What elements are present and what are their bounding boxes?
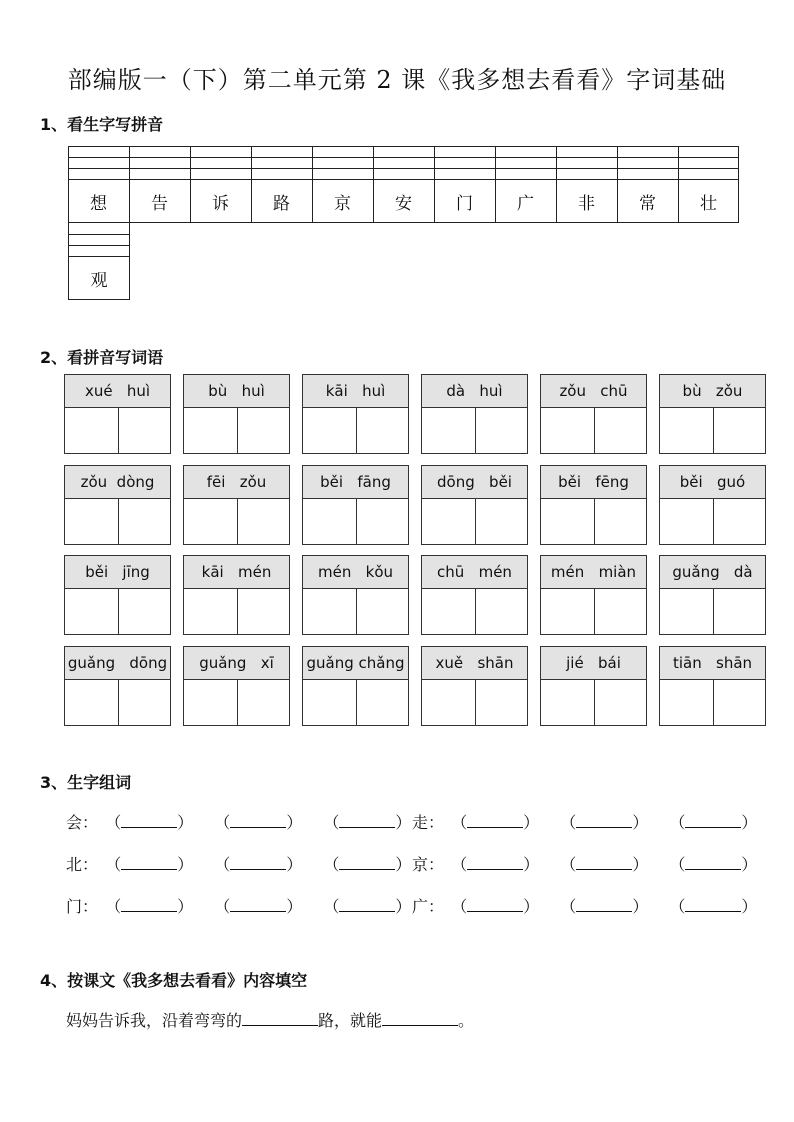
word-blank[interactable]: （ ） [105, 897, 194, 916]
pinyin-label: dà huì [422, 375, 527, 408]
pinyin-label: guǎng dōng [65, 647, 170, 680]
word-building-row [412, 894, 778, 917]
pinyin-label: mén miàn [541, 556, 646, 589]
char-cell: 观 [90, 271, 108, 291]
word-blank[interactable]: （ ） [560, 855, 649, 874]
pinyin-cell[interactable] [617, 146, 678, 223]
pinyin-word-box[interactable] [659, 555, 766, 635]
char-cell: 告 [151, 194, 168, 214]
pinyin-word-box[interactable] [302, 555, 409, 635]
word-blank[interactable]: （ ） [214, 813, 303, 832]
sentence-part: 妈妈告诉我，沿着弯弯的 [66, 1011, 243, 1030]
target-char: 广： [412, 897, 445, 916]
pinyin-word-box[interactable] [64, 555, 171, 635]
pinyin-label: guǎng dà [660, 556, 765, 589]
pinyin-label: bù zǒu [660, 375, 765, 408]
char-cell: 路 [273, 194, 290, 214]
word-blank[interactable]: （ ） [323, 813, 412, 832]
char-cell: 京 [334, 194, 351, 214]
word-blank[interactable]: （ ） [451, 855, 540, 874]
word-blank[interactable]: （ ） [451, 897, 540, 916]
pinyin-word-box[interactable] [183, 374, 290, 454]
pinyin-word-box[interactable] [183, 555, 290, 635]
word-blank[interactable]: （ ） [560, 897, 649, 916]
word-blank[interactable]: （ ） [451, 813, 540, 832]
pinyin-label: zǒu dòng [65, 466, 170, 499]
pinyin-cell[interactable] [556, 146, 617, 223]
char-cell: 常 [639, 194, 656, 214]
word-blank[interactable]: （ ） [560, 813, 649, 832]
pinyin-word-box[interactable] [183, 465, 290, 545]
word-building-row [412, 810, 778, 833]
pinyin-label: jié bái [541, 647, 646, 680]
pinyin-label: fēi zǒu [184, 466, 289, 499]
pinyin-word-box[interactable] [421, 374, 528, 454]
pinyin-label: běi fāng [303, 466, 408, 499]
pinyin-word-box[interactable] [659, 374, 766, 454]
pinyin-label: mén kǒu [303, 556, 408, 589]
pinyin-label: guǎng xī [184, 647, 289, 680]
target-char: 京： [412, 855, 445, 874]
char-cell: 壮 [700, 194, 717, 214]
pinyin-word-box[interactable] [302, 374, 409, 454]
char-cell: 广 [517, 194, 534, 214]
word-blank[interactable]: （ ） [214, 897, 303, 916]
pinyin-word-box[interactable] [421, 465, 528, 545]
target-char: 门： [66, 897, 99, 916]
pinyin-cell[interactable] [190, 146, 251, 223]
pinyin-label: dōng běi [422, 466, 527, 499]
pinyin-label: kāi mén [184, 556, 289, 589]
pinyin-word-box[interactable] [302, 646, 409, 726]
fill-in-sentence [66, 1008, 474, 1031]
pinyin-grid-extra [68, 222, 130, 300]
char-cell: 门 [456, 194, 473, 214]
word-building-row [66, 894, 432, 917]
pinyin-cell[interactable] [68, 146, 129, 223]
word-blank[interactable]: （ ） [323, 855, 412, 874]
page-title: 部编版一（下）第二单元第 2 课《我多想去看看》字词基础 [67, 66, 727, 94]
pinyin-word-box[interactable] [421, 646, 528, 726]
pinyin-cell[interactable] [434, 146, 495, 223]
pinyin-word-box[interactable] [659, 646, 766, 726]
pinyin-word-box[interactable] [421, 555, 528, 635]
pinyin-label: běi jīng [65, 556, 170, 589]
pinyin-label: kāi huì [303, 375, 408, 408]
pinyin-label: běi guó [660, 466, 765, 499]
pinyin-word-box[interactable] [64, 465, 171, 545]
word-building-row [66, 810, 432, 833]
section3-heading: 3、生字组词 [40, 773, 132, 792]
pinyin-label: běi fēng [541, 466, 646, 499]
pinyin-word-box[interactable] [540, 646, 647, 726]
target-char: 北： [66, 855, 99, 874]
pinyin-label: tiān shān [660, 647, 765, 680]
pinyin-cell[interactable] [129, 146, 190, 223]
target-char: 会： [66, 813, 99, 832]
pinyin-word-box[interactable] [64, 646, 171, 726]
target-char: 走： [412, 813, 445, 832]
pinyin-cell[interactable] [251, 146, 312, 223]
word-blank[interactable]: （ ） [669, 855, 758, 874]
pinyin-label: xuě shān [422, 647, 527, 680]
word-blank[interactable]: （ ） [105, 813, 194, 832]
word-blank[interactable]: （ ） [105, 855, 194, 874]
pinyin-word-box[interactable] [659, 465, 766, 545]
pinyin-word-box[interactable] [540, 555, 647, 635]
section4-heading: 4、按课文《我多想去看看》内容填空 [40, 971, 308, 990]
pinyin-label: chū mén [422, 556, 527, 589]
pinyin-cell[interactable] [495, 146, 556, 223]
pinyin-label: guǎng chǎng [303, 647, 408, 680]
char-cell: 想 [90, 194, 107, 214]
char-cell: 非 [578, 194, 595, 214]
section2-heading: 2、看拼音写词语 [40, 348, 164, 367]
pinyin-label: bù huì [184, 375, 289, 408]
pinyin-grid [68, 146, 739, 223]
pinyin-cell[interactable] [678, 146, 739, 223]
word-blank[interactable]: （ ） [669, 813, 758, 832]
pinyin-cell[interactable] [312, 146, 373, 223]
word-blank[interactable]: （ ） [214, 855, 303, 874]
pinyin-word-box[interactable] [183, 646, 290, 726]
pinyin-word-box[interactable] [302, 465, 409, 545]
word-building-row [66, 852, 432, 875]
pinyin-word-box[interactable] [540, 374, 647, 454]
word-building-row [412, 852, 778, 875]
sentence-part: 路，就能 [318, 1011, 383, 1030]
answer-blank[interactable] [242, 1011, 318, 1026]
pinyin-cell[interactable] [373, 146, 434, 223]
pinyin-word-box[interactable] [64, 374, 171, 454]
section1-heading: 1、看生字写拼音 [40, 115, 164, 134]
pinyin-label: zǒu chū [541, 375, 646, 408]
pinyin-label: xué huì [65, 375, 170, 408]
pinyin-word-box[interactable] [540, 465, 647, 545]
char-cell: 诉 [212, 194, 229, 214]
answer-blank[interactable] [382, 1011, 458, 1026]
word-blank[interactable]: （ ） [669, 897, 758, 916]
sentence-part: 。 [458, 1011, 475, 1030]
word-blank[interactable]: （ ） [323, 897, 412, 916]
char-cell: 安 [395, 194, 412, 214]
